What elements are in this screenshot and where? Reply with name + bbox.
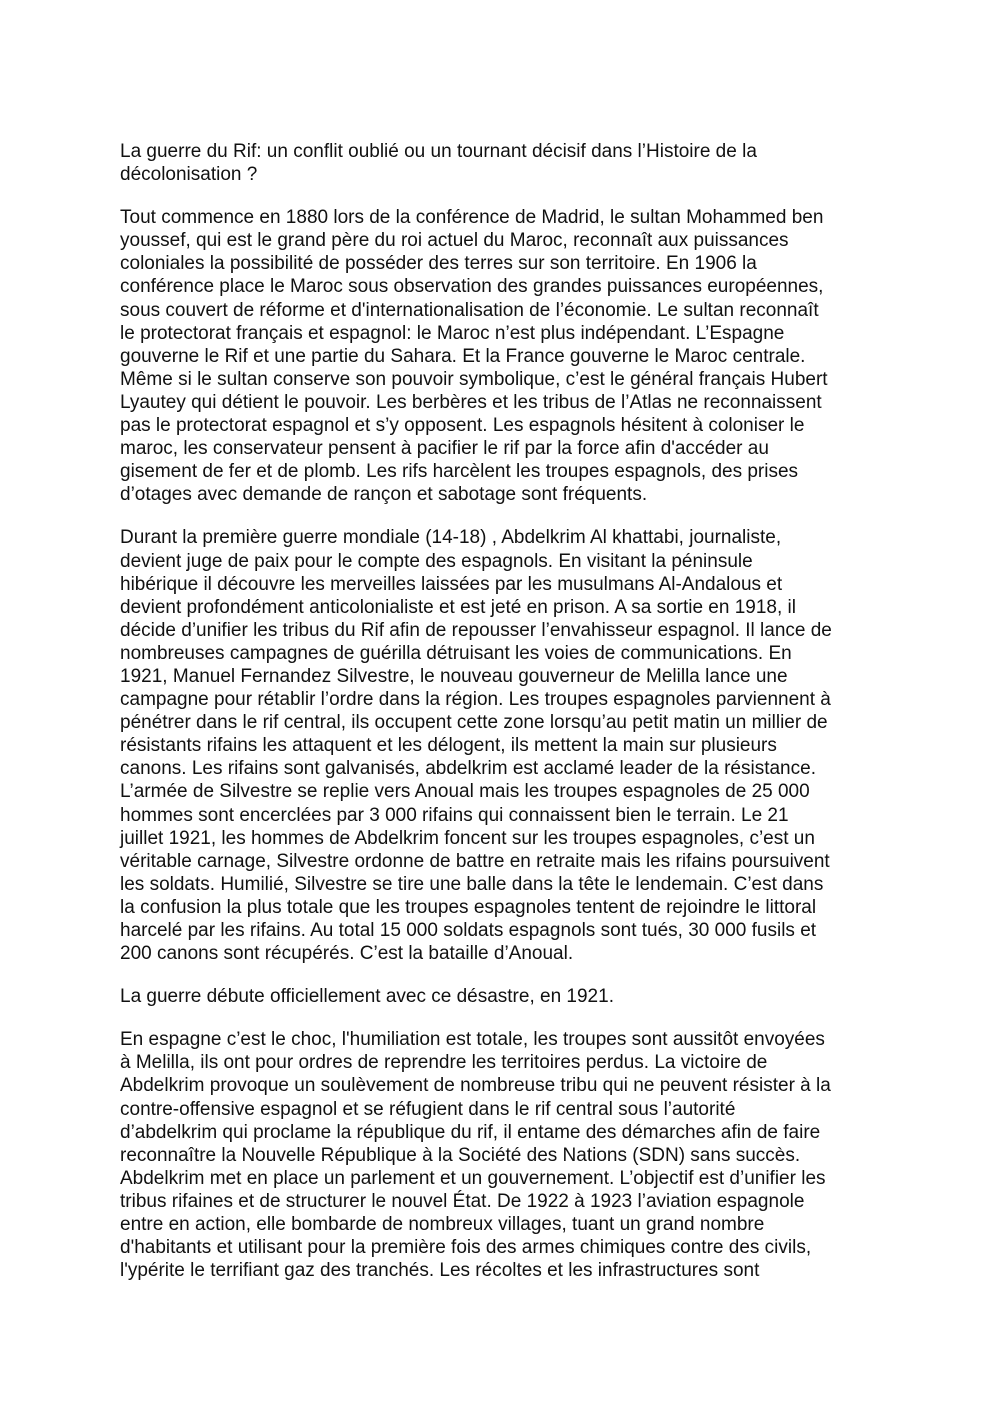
- paragraph-spanish-response: En espagne c’est le choc, l'humiliation est totale, les troupes sont aussitôt envoyées à Melilla, ils ont pour ordres de reprendre les territoires perdus. La victoire de Abdelkrim provoque un soulèvement de nombreuse tribu qui ne peuvent résister à la contre-offensive espagnol et se réfugient dans le rif central sous l’autorité d’abdelkrim qui proclame la république du rif, il entame des démarches afin de faire reconnaître la Nouvelle République à la Société des Nations (SDN) sans succès. Abdelkrim met en place un parlement et un gouvernement. L’objectif est d’unifier les tribus rifaines et de structurer le nouvel État. De 1922 à 1923 l’aviation espagnole entre en action, elle bombarde de nombreux villages, tuant un grand nombre d'habitants et utilisant pour la première fois des armes chimiques contre des civils, l'ypérite le terrifiant gaz des tranchés. Les récoltes et les infrastructures sont: [120, 1029, 831, 1282]
- paragraph-origins: Tout commence en 1880 lors de la conférence de Madrid, le sultan Mohammed ben youssef, qui est le grand père du roi actuel du Maroc, reconnaît aux puissances coloniales la possibilité de posséder des terres sur son territoire. En 1906 la conférence place le Maroc sous observation des grandes puissances européennes, sous couvert de réforme et d'internationalisation de l’économie. Le sultan reconnaît le protectorat français et espagnol: le Maroc n’est plus indépendant. L’Espagne gouverne le Rif et une partie du Sahara. Et la France gouverne le Maroc centrale. Même si le sultan conserve son pouvoir symbolique, c’est le général français Hubert Lyautey qui détient le pouvoir. Les berbères et les tribus de l’Atlas ne reconnaissent pas le protectorat espagnol et s’y opposent. Les espagnols hésitent à coloniser le maroc, les conservateur pensent à pacifier le rif par la force afin d'accéder au gisement de fer et de plomb. Les rifs harcèlent les troupes espagnols, des prises d’otages avec demande de rançon et sabotage sont fréquents.: [120, 207, 828, 506]
- document-page: [120, 140, 875, 1302]
- paragraph-abdelkrim: Durant la première guerre mondiale (14-18) , Abdelkrim Al khattabi, journaliste, devient juge de paix pour le compte des espagnols. En visitant la péninsule hibérique il découvre les merveilles laissées par les musulmans Al-Andalous et devient profondément anticolonialiste et est jeté en prison. A sa sortie en 1918, il décide d’unifier les tribus du Rif afin de repousser l’envahisseur espagnol. Il lance de nombreuses campagnes de guérilla détruisant les voies de communications. En 1921, Manuel Fernandez Silvestre, le nouveau gouverneur de Melilla lance une campagne pour rétablir l’ordre dans la région. Les troupes espagnoles parviennent à pénétrer dans le rif central, ils occupent cette zone lorsqu’au petit matin un millier de résistants rifains les attaquent et les délogent, ils mettent la main sur plusieurs canons. Les rifains sont galvanisés, abdelkrim est acclamé leader de la résistance. L’armée de Silvestre se replie vers Anoual mais les troupes espagnoles de 25 000 hommes sont encerclées par 3 000 rifains qui connaissent bien le terrain. Le 21 juillet 1921, les hommes de Abdelkrim foncent sur les troupes espagnoles, c’est un véritable carnage, Silvestre ordonne de battre en retraite mais les rifains poursuivent les soldats. Humilié, Silvestre se tire une balle dans la tête le lendemain. C’est dans la confusion la plus totale que les troupes espagnoles tentent de rejoindre le littoral harcelé par les rifains. Au total 15 000 soldats espagnols sont tués, 30 000 fusils et 200 canons sont récupérés. C’est la bataille d’Anoual.: [120, 527, 832, 965]
- paragraph-war-start: La guerre débute officiellement avec ce désastre, en 1921.: [120, 986, 614, 1008]
- document-title: La guerre du Rif: un conflit oublié ou un tournant décisif dans l’Histoire de la décolonisation ?: [120, 141, 757, 186]
